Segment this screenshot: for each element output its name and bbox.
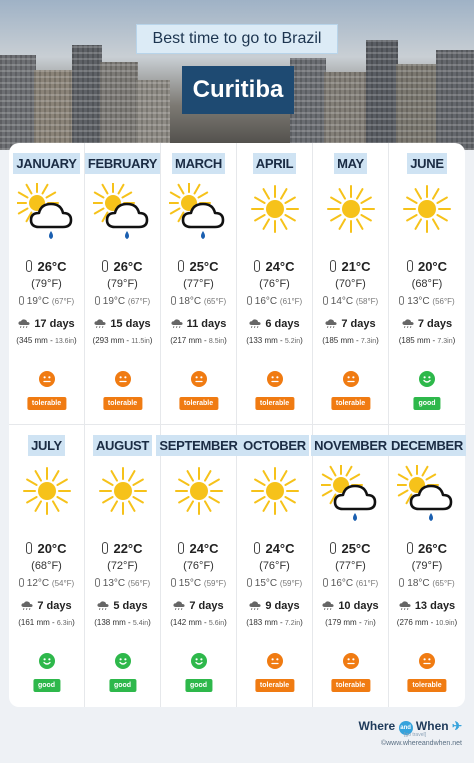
low-temp-fahrenheit: (61°F) [355,579,379,588]
thermometer-icon [254,542,260,554]
month-card [9,425,85,707]
rating-badge: good [109,679,136,692]
rainfall-inches: 7in [363,620,374,627]
brand-when: When [415,719,449,733]
low-temperature [161,578,236,589]
low-temp-celsius: 15°C [178,578,202,589]
month-name: MARCH [172,153,225,174]
rating-badge: tolerable [331,397,370,410]
neutral-face-icon [39,371,55,387]
low-temperature [237,578,312,589]
month-name: NOVEMBER [311,435,390,456]
thermometer-icon [178,260,184,272]
smiley-face-icon [39,653,55,669]
high-temp-celsius: 26°C [113,259,143,274]
rainfall-mm: (185 mm - [398,336,438,345]
rain-cloud-icon [249,318,265,330]
month-name-label [315,153,386,174]
city-name: Curitiba [182,66,294,114]
month-name: APRIL [253,153,297,174]
thermometer-icon [95,296,100,305]
neutral-face-icon [267,371,283,387]
neutral-face-icon [419,653,435,669]
rain-days-value: 6 days [265,318,300,330]
month-name: AUGUST [93,435,152,456]
low-temp-fahrenheit: (67°F) [127,297,151,306]
rain-cloud-icon [94,318,110,330]
thermometer-icon [247,578,252,587]
low-temp-fahrenheit: (56°F) [127,579,151,588]
rainfall-inches: 5.2in [284,338,301,345]
rain-days-value: 13 days [414,600,456,612]
thermometer-icon [171,578,176,587]
high-temp-celsius: 26°C [37,259,67,274]
low-temperature [313,296,388,307]
rainfall-mm: (345 mm - [16,336,55,345]
brand-tagline: [go travel] [404,732,426,738]
sun-icon [17,465,77,521]
high-temp-celsius: 25°C [341,541,371,556]
month-name-label [11,153,82,174]
rating-badge: tolerable [179,397,218,410]
low-temp-fahrenheit: (54°F) [51,579,75,588]
rain-days-value: 11 days [186,318,227,330]
high-temp-fahrenheit: (77°F) [335,560,366,572]
rainfall-inches: 11.5in [131,338,150,345]
thermometer-icon [399,296,404,305]
rainfall-inches: 7.2in [284,620,301,627]
month-name-label [163,153,234,174]
rain-cloud-icon [402,318,418,330]
rain-days-value: 10 days [338,600,379,612]
high-temp-celsius: 24°C [265,541,295,556]
thermometer-icon [330,542,336,554]
rain-days [161,318,236,330]
high-temperature [389,541,465,556]
rainfall-mm: (183 mm - [246,618,285,627]
rain-days [237,600,312,612]
rating-badge: tolerable [103,397,142,410]
high-temp-celsius: 24°C [189,541,219,556]
rainfall-mm: (138 mm - [94,618,133,627]
rain-cloud-icon [249,600,265,612]
rainfall-amount: (183 mm - 7.2in) [246,618,303,627]
rainfall-amount: (138 mm - 5.4in) [94,618,151,627]
thermometer-icon [171,296,176,305]
month-name-label [159,435,238,456]
rating-badge: good [413,397,440,410]
rainfall-amount: (161 mm - 6.3in) [18,618,75,627]
high-temp-fahrenheit: (79°F) [31,278,62,290]
thermometer-icon [102,260,108,272]
high-temperature [313,259,388,274]
rainfall-inches: 5.4in [132,620,149,627]
rainfall-amount: (276 mm - 10.9in) [396,618,458,627]
rain-days-value: 5 days [113,600,148,612]
thermometer-icon [102,542,108,554]
low-temperature [85,296,160,307]
thermometer-icon [399,578,404,587]
high-temp-fahrenheit: (76°F) [259,560,290,572]
month-name: JULY [28,435,65,456]
low-temp-celsius: 14°C [330,296,354,307]
rating-badge: good [185,679,212,692]
rain-days [389,600,465,612]
month-name: OCTOBER [240,435,309,456]
month-name: MAY [334,153,367,174]
high-temp-celsius: 24°C [265,259,295,274]
rain-days [389,318,465,330]
low-temp-fahrenheit: (59°F) [279,579,303,588]
high-temp-fahrenheit: (72°F) [107,560,138,572]
rain-days-value: 17 days [34,318,75,330]
low-temp-celsius: 18°C [178,296,202,307]
high-temperature [85,259,160,274]
high-temp-celsius: 26°C [417,541,448,556]
rainfall-amount: (217 mm - 8.5in) [170,336,227,345]
rain-days [313,318,388,330]
rainfall-amount: (133 mm - 5.2in) [246,336,303,345]
low-temp-celsius: 12°C [26,578,50,589]
rating-badge: tolerable [27,397,66,410]
rain-days [85,600,160,612]
thermometer-icon [19,296,24,305]
month-name: SEPTEMBER [156,435,240,456]
rain-days-value: 7 days [189,600,224,612]
rainfall-inches: 10.9in [435,620,455,627]
sun-cloud-rain-icon [93,183,153,239]
rainfall-inches: 6.3in [56,620,73,627]
low-temp-fahrenheit: (59°F) [203,579,227,588]
high-temp-celsius: 20°C [37,541,67,556]
rain-cloud-icon [173,600,189,612]
rain-cloud-icon [171,318,187,330]
high-temperature [237,259,312,274]
low-temp-celsius: 13°C [407,296,430,307]
rainfall-mm: (133 mm - [246,336,285,345]
rainfall-inches: 8.5in [208,338,225,345]
rainfall-amount: (185 mm - 7.3in) [322,336,379,345]
sun-icon [245,465,305,521]
high-temp-fahrenheit: (76°F) [259,278,290,290]
high-temperature [85,541,160,556]
thermometer-icon [178,542,184,554]
high-temperature [237,541,312,556]
month-card [85,425,161,707]
neutral-face-icon [191,371,207,387]
rainfall-inches: 7.3in [437,338,453,345]
low-temp-celsius: 19°C [26,296,50,307]
low-temp-celsius: 16°C [254,296,278,307]
month-card [313,425,389,707]
copyright-link[interactable]: ©www.whereandwhen.net [380,740,462,747]
rain-days-value: 7 days [37,600,72,612]
low-temp-celsius: 18°C [407,578,430,589]
rainfall-mm: (142 mm - [170,618,209,627]
thermometer-icon [323,578,328,587]
high-temp-fahrenheit: (70°F) [335,278,366,290]
brand-footer [354,716,464,756]
rainfall-mm: (185 mm - [322,336,361,345]
low-temperature [161,296,236,307]
month-name: FEBRUARY [85,153,160,174]
month-card [237,143,313,425]
high-temperature [9,259,84,274]
brand-and: and [399,721,413,735]
rain-cloud-icon [322,600,338,612]
thermometer-icon [95,578,100,587]
low-temp-celsius: 13°C [102,578,126,589]
rain-cloud-icon [399,600,415,612]
low-temp-fahrenheit: (65°F) [432,579,455,588]
rain-days-value: 7 days [341,318,376,330]
high-temperature [313,541,388,556]
month-card [161,425,237,707]
thermometer-icon [323,296,328,305]
rainfall-inches: 13.6in [54,338,75,345]
rainfall-mm: (276 mm - [396,618,436,627]
neutral-face-icon [115,371,131,387]
rain-cloud-icon [325,318,341,330]
rainfall-mm: (161 mm - [18,618,57,627]
month-name-label [87,153,158,174]
rainfall-amount: (293 mm - 11.5in) [92,336,153,345]
low-temperature [237,296,312,307]
smiley-face-icon [191,653,207,669]
high-temp-fahrenheit: (79°F) [411,560,443,572]
month-name-label [87,435,158,456]
month-name-label [391,435,463,456]
high-temperature [161,541,236,556]
sun-cloud-rain-icon [321,465,381,521]
low-temperature [9,578,84,589]
low-temp-fahrenheit: (67°F) [51,297,75,306]
rainfall-inches: 7.3in [360,338,377,345]
airplane-icon: ✈ [451,719,462,733]
thermometer-icon [254,260,260,272]
low-temp-fahrenheit: (65°F) [203,297,227,306]
rain-cloud-icon [21,600,37,612]
thermometer-icon [19,578,24,587]
low-temperature [313,578,388,589]
month-name: JUNE [407,153,446,174]
thermometer-icon [26,260,32,272]
thermometer-icon [407,542,413,554]
low-temp-fahrenheit: (56°F) [432,297,455,306]
low-temp-fahrenheit: (61°F) [279,297,303,306]
rain-days [161,600,236,612]
month-card [313,143,389,425]
month-name: JANUARY [13,153,79,174]
month-card [389,425,465,707]
climate-calendar [9,143,465,707]
rain-days [313,600,388,612]
neutral-face-icon [343,653,359,669]
rain-days [237,318,312,330]
rainfall-amount: (179 mm - 7in) [325,618,376,627]
rainfall-inches: 5.6in [208,620,225,627]
rating-badge: tolerable [407,679,446,692]
rainfall-mm: (179 mm - [325,618,364,627]
rain-days [85,318,160,330]
page-title: Best time to go to Brazil [136,24,338,54]
sun-icon [169,465,229,521]
high-temp-fahrenheit: (76°F) [183,560,214,572]
rating-badge: tolerable [331,679,370,692]
rainfall-amount: (185 mm - 7.3in) [398,336,456,345]
thermometer-icon [26,542,32,554]
sun-icon [245,183,305,239]
month-name-label [239,153,310,174]
sun-icon [321,183,381,239]
high-temp-celsius: 21°C [341,259,371,274]
month-card [389,143,465,425]
rating-badge: tolerable [255,397,294,410]
neutral-face-icon [343,371,359,387]
month-card [237,425,313,707]
smiley-face-icon [419,371,435,387]
month-name-label [315,435,386,456]
month-name-label [11,435,82,456]
month-name-label [391,153,463,174]
thermometer-icon [247,296,252,305]
rain-cloud-icon [97,600,113,612]
rainfall-mm: (293 mm - [92,336,132,345]
low-temp-celsius: 15°C [254,578,278,589]
sun-icon [397,183,457,239]
sun-cloud-rain-icon [17,183,77,239]
rainfall-amount: (142 mm - 5.6in) [170,618,227,627]
low-temp-celsius: 19°C [102,296,126,307]
month-card [161,143,237,425]
sun-cloud-rain-icon [397,465,457,521]
rain-days-value: 7 days [417,318,453,330]
sun-cloud-rain-icon [169,183,229,239]
smiley-face-icon [115,653,131,669]
rain-days [9,318,84,330]
rating-badge: good [33,679,60,692]
rainfall-amount: (345 mm - 13.6in) [16,336,77,345]
thermometer-icon [407,260,413,272]
rain-days [9,600,84,612]
month-card [85,143,161,425]
month-name-label [239,435,310,456]
brand-where: Where [358,719,396,733]
rain-days-value: 9 days [265,600,300,612]
high-temp-fahrenheit: (77°F) [183,278,214,290]
rain-days-value: 15 days [110,318,151,330]
low-temperature [85,578,160,589]
month-card [9,143,85,425]
neutral-face-icon [267,653,283,669]
high-temp-fahrenheit: (79°F) [107,278,138,290]
high-temperature [389,259,465,274]
month-name: DECEMBER [388,435,466,456]
low-temperature [389,296,465,307]
high-temperature [161,259,236,274]
rain-cloud-icon [18,318,34,330]
high-temp-celsius: 20°C [417,259,448,274]
rainfall-mm: (217 mm - [170,336,209,345]
low-temperature [389,578,465,589]
low-temp-celsius: 16°C [330,578,354,589]
high-temp-fahrenheit: (68°F) [31,560,62,572]
low-temperature [9,296,84,307]
high-temp-celsius: 22°C [113,541,143,556]
rating-badge: tolerable [255,679,294,692]
low-temp-fahrenheit: (58°F) [355,297,379,306]
high-temperature [9,541,84,556]
sun-icon [93,465,153,521]
thermometer-icon [330,260,336,272]
high-temp-celsius: 25°C [189,259,219,274]
high-temp-fahrenheit: (68°F) [411,278,443,290]
